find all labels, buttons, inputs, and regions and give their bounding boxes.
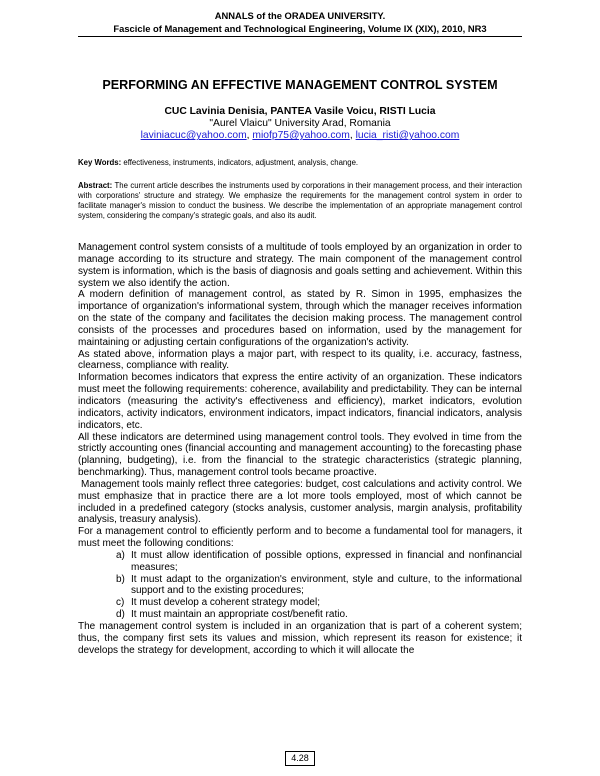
email-separator: , — [246, 130, 253, 142]
body-paragraph: All these indicators are determined using management control tools. They evolved in time from the strictly accounting ones (financial accounting and management accounting) to the forecasting phase (planning, budgeting), i.e. from the financial to the strategic characteristics (strategic planning, benchmarking). Thus, management control tools became proactive. — [78, 431, 522, 479]
body-paragraph: For a management control to efficiently perform and to become a fundamental tool for managers, it must meet the following conditions: — [78, 526, 522, 550]
body-paragraph: A modern definition of management control, as stated by R. Simon in 1995, emphasizes the importance of organization's informational system, through which the manager receives information on the state of the company and facilitates the decision making process. The management control consists of the processes and procedures based on information, used by the management for maintaining or adjusting certain configurations of the organization's activity. — [78, 289, 522, 348]
list-item-text: It must develop a coherent strategy model; — [131, 597, 320, 609]
conditions-list — [78, 550, 522, 621]
body-paragraph: Management tools mainly reflect three categories: budget, cost calculations and activity control. We must emphasize that in practice there are a lot more tools employed, most of which cannot be included in a predefined category (stocks analysis, customer analysis, margin analysis, profitability analysis, treasury analysis). — [78, 478, 522, 526]
page-number: 4.28 — [285, 751, 315, 766]
abstract-label: Abstract: — [78, 181, 113, 190]
abstract — [78, 181, 522, 220]
list-item — [116, 574, 522, 598]
keywords — [78, 158, 522, 168]
author-block — [0, 106, 600, 143]
body-paragraph: As stated above, information plays a major part, with respect to its quality, i.e. accuracy, fastness, clearness, compliance with reality. — [78, 348, 522, 372]
abstract-text: The current article describes the instruments used by corporations in their management process, and their interaction with corporations' structure and strategy. We emphasize the requirements for the management control system in order to facilitate manager's mission to conduct the business. We describe the implementation of an appropriate management control system, considering the company's strategic goals, and also its audit. — [78, 181, 522, 220]
list-marker: d) — [116, 609, 125, 621]
author-affiliation: "Aurel Vlaicu" University Arad, Romania — [209, 118, 391, 130]
list-item-text: It must allow identification of possible options, expressed in financial and nonfinancial measures; — [131, 549, 522, 573]
body-paragraph: Information becomes indicators that express the entire activity of an organization. These indicators must meet the following requirements: coherence, availability and predictability. They can be internal indicators (measuring the activity's effectiveness and efficiency), market indicators, evolution indicators, activity indicators, environment indicators, impact indicators, financial indicators, analysis indicators, etc. — [78, 372, 522, 431]
author-names: CUC Lavinia Denisia, PANTEA Vasile Voicu, RISTI Lucia — [164, 106, 436, 117]
paper-title: PERFORMING AN EFFECTIVE MANAGEMENT CONTROL SYSTEM — [102, 78, 498, 92]
journal-name: ANNALS of the ORADEA UNIVERSITY. — [214, 10, 386, 21]
body-text — [78, 242, 522, 657]
list-item — [116, 609, 522, 621]
list-item — [116, 597, 522, 609]
body-paragraph: Management control system consists of a multitude of tools employed by an organization in order to manage according to its structure and strategy. The main component of the management control system is information, which is the basis of diagnosis and goals setting and achievement. Within this system we also identify the action. — [78, 242, 522, 289]
header-rule — [78, 36, 522, 37]
keywords-text: effectiveness, instruments, indicators, adjustment, analysis, change. — [121, 158, 359, 167]
list-item-text: It must maintain an appropriate cost/benefit ratio. — [131, 609, 348, 621]
list-marker: b) — [116, 573, 125, 585]
email-link-1[interactable]: laviniacuc@yahoo.com — [140, 130, 247, 142]
email-link-2[interactable]: miofp75@yahoo.com — [252, 130, 350, 142]
list-marker: a) — [116, 549, 125, 561]
email-link-3[interactable]: lucia_risti@yahoo.com — [355, 130, 460, 142]
body-paragraph: The management control system is included in an organization that is part of a coherent system; thus, the company first sets its values and mission, which represent its reason for existence; it develops the strategy for development, according to which it will allocate the — [78, 621, 522, 656]
list-item — [116, 550, 522, 574]
keywords-label: Key Words: — [78, 158, 122, 167]
author-emails — [0, 130, 600, 142]
list-marker: c) — [116, 597, 125, 609]
journal-volume: Fascicle of Management and Technological Engineering, Volume IX (XIX), 2010, NR3 — [113, 22, 487, 34]
list-item-text: It must adapt to the organization's environment, style and culture, to the informational support and to the existing procedures; — [131, 573, 522, 597]
journal-header — [0, 10, 600, 35]
email-separator: , — [349, 130, 356, 142]
